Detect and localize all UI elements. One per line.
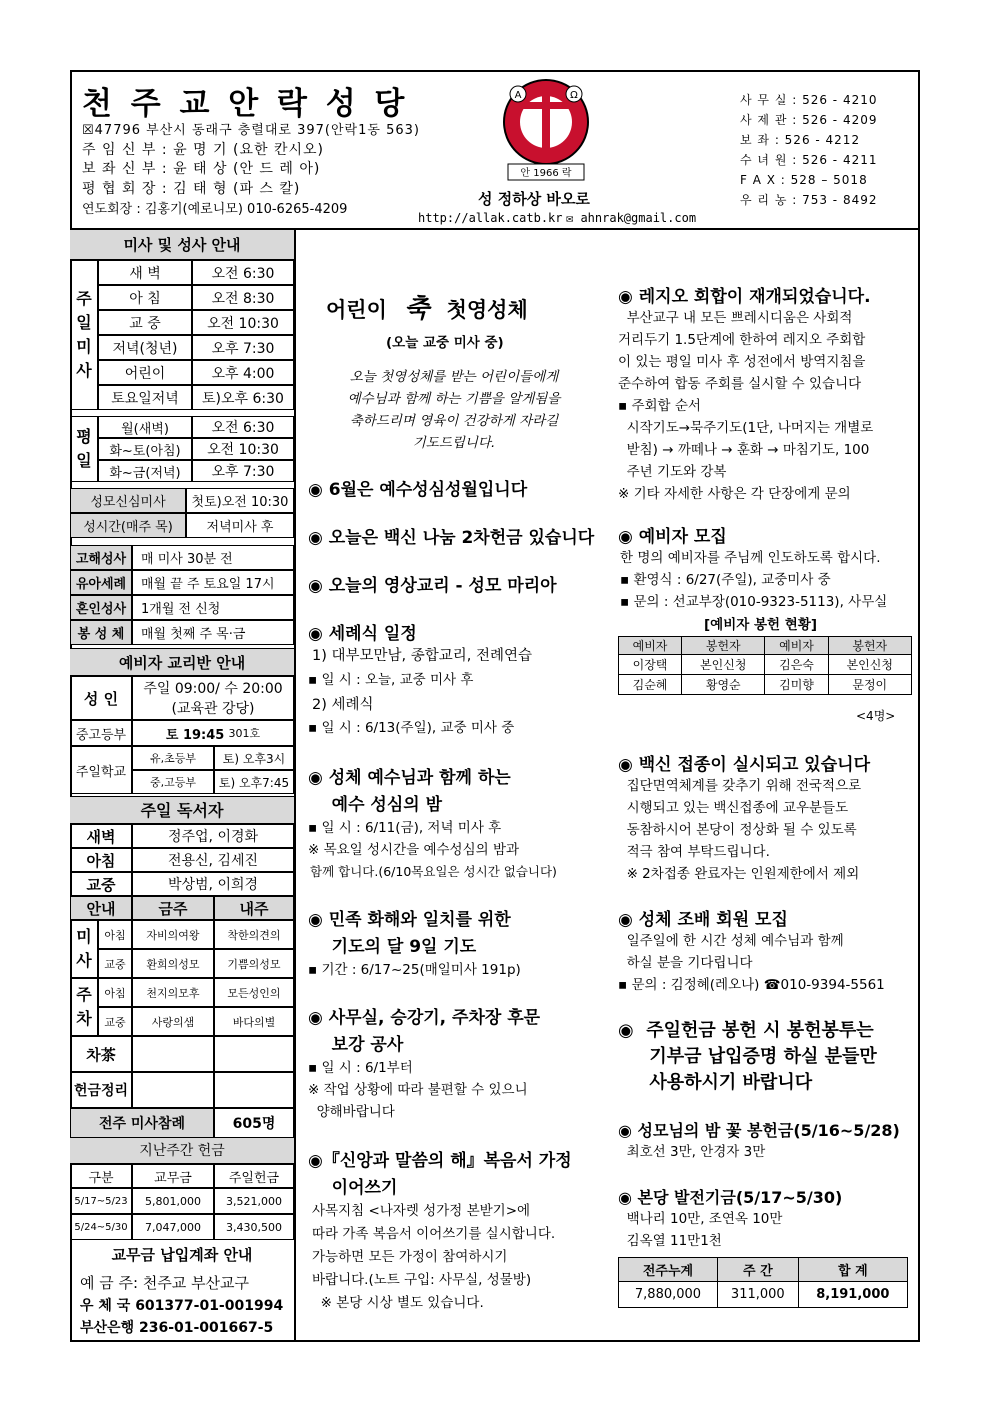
sunday-row-time: 오후 7:30: [192, 335, 294, 360]
elder-line: 연도회장 : 김홍기(예로니모) 010-6265-4209: [82, 202, 348, 217]
gospel-line: 사목지침 <나자렛 성가정 본받기>에: [312, 1203, 531, 1219]
sunday-row-time: 오후 4:00: [192, 360, 294, 385]
gospel-title: 이어쓰기: [308, 1178, 398, 1198]
notice-vaccine-collection: ◉ 오늘은 백신 나눔 2차헌금 있습니다: [308, 528, 595, 548]
baptism-line: ▪ 일 시 : 6/13(주일), 교중 미사 중: [308, 720, 515, 736]
sunday-row-name: 새 벽: [98, 260, 192, 285]
heart-line: 함께 합니다.(6/10목요일은 성시간 없습니다): [310, 864, 557, 879]
peace-title: 기도의 달 9일 기도: [308, 937, 477, 957]
duty-next-week: 모든성인의: [214, 978, 294, 1007]
sacrament-name: 고해성사: [70, 545, 132, 570]
offering-sunday: 3,521,000: [214, 1188, 294, 1214]
fund-title: ◉ 본당 발전기금(5/17~5/30): [618, 1188, 843, 1207]
adoration-line: 일주일에 한 시간 성체 예수님과 함께: [618, 933, 844, 949]
legio-line: 받침) → 까떼나 → 훈화 → 마침기도, 100: [618, 442, 870, 458]
reader-names: 정주업, 이경화: [132, 824, 294, 848]
catechumen-recruit-title: ◉ 예비자 모집: [618, 527, 727, 547]
duty-next-week: 기쁨의성모: [214, 949, 294, 978]
catechumen-line: ▪ 환영식 : 6/27(주일), 교중미사 중: [620, 572, 831, 588]
notice-june: ◉ 6월은 예수성심성월입니다: [308, 480, 528, 500]
tea-next-week: [214, 1036, 294, 1072]
offering-week: 5/17~5/23: [70, 1188, 132, 1214]
flower-line: 최호선 3만, 안경자 3만: [618, 1144, 766, 1160]
heart-line: ※ 목요일 성시간을 예수성심의 밤과: [308, 842, 520, 858]
sacrament-name: 혼인성사: [70, 595, 132, 620]
cat-head: 예비자: [619, 637, 682, 655]
sunday-row-name: 토요일저녁: [98, 385, 192, 410]
sacrament-name: 봉 성 체: [70, 620, 132, 645]
adoration-line: ▪ 문의 : 김정혜(레오나) ☎010-9394-5561: [618, 977, 885, 993]
office-title: 보강 공사: [308, 1035, 404, 1055]
assistant-line: 보 좌 신 부 : 윤 태 상 (안 드 레 아): [82, 161, 321, 177]
baptism-line: ▪ 일 시 : 오늘, 교중 미사 후: [308, 672, 474, 688]
fund-head: 주 간: [717, 1258, 798, 1282]
holy-hour-name: 성시간(매주 목): [70, 513, 186, 538]
website-link[interactable]: http://allak.catb.kr: [418, 211, 563, 225]
peace-title: ◉ 민족 화해와 일치를 위한: [308, 910, 511, 930]
fund-head: 전주누계: [619, 1258, 718, 1282]
duty-next-week: 바다의별: [214, 1007, 294, 1036]
youth-label: 중고등부: [70, 720, 132, 746]
fund-head: 합 계: [798, 1258, 907, 1282]
communion-title: 어린이 축 첫영성체: [326, 288, 528, 325]
peace-line: ▪ 기간 : 6/17~25(매일미사 191p): [308, 962, 521, 978]
adult-label: 성 인: [70, 676, 132, 720]
school-row-time: 토) 오후3시: [214, 746, 294, 770]
sunday-row-name: 저녁(청년): [98, 335, 192, 360]
envelope-notice: 사용하시기 바랍니다: [618, 1072, 813, 1093]
duty-this-week: 사랑의샘: [132, 1007, 214, 1036]
account-post: 우 체 국 601377-01-001994: [80, 1298, 284, 1314]
vaccine-title: ◉ 백신 접종이 실시되고 있습니다: [618, 755, 870, 775]
catechumen-count: <4명>: [856, 709, 896, 723]
duty-slot: 아침: [98, 920, 132, 949]
offering-title: 지난주간 헌금: [70, 1138, 294, 1164]
holy-hour-time: 저녁미사 후: [186, 513, 294, 538]
duty-this-week: 자비의여왕: [132, 920, 214, 949]
duty-mass-label: 미 사: [70, 920, 98, 978]
legio-line: 시작기도→묵주기도(1단, 나머지는 개별로: [618, 420, 874, 436]
sacrament-name: 유아세례: [70, 570, 132, 595]
legio-line: ▪ 주회합 순서: [618, 398, 701, 414]
weekday-label: 평 일: [70, 416, 98, 482]
tea-this-week: [132, 1036, 214, 1072]
office-line: ※ 작업 상황에 따라 불편할 수 있으니: [308, 1082, 528, 1098]
legio-line: 주년 기도와 강복: [618, 464, 727, 480]
cat-head: 봉헌자: [682, 637, 765, 655]
vaccine-line: 시행되고 있는 백신접종에 교우분들도: [618, 800, 849, 816]
fund-cumulative: 7,880,000: [619, 1282, 718, 1308]
duty-next-week: 착한의견의: [214, 920, 294, 949]
gospel-line: 가능하면 모든 가정이 참여하시기: [312, 1249, 508, 1265]
office-title: ◉ 사무실, 승강기, 주차장 후문: [308, 1008, 541, 1028]
gospel-line: 바랍니다.(노트 구입: 사무실, 성물방): [312, 1272, 532, 1288]
offering-head: 교무금: [132, 1164, 214, 1188]
pastor-line: 주 임 신 부 : 윤 명 기 (요한 칸시오): [82, 142, 324, 158]
baptism-line: 1) 대부모만남, 종합교리, 전례연습: [312, 648, 533, 664]
fund-line: 백나리 10만, 조연옥 10만: [618, 1211, 783, 1227]
account-bank: 부산은행 236-01-001667-5: [80, 1320, 274, 1336]
fund-total: 8,191,000: [798, 1282, 907, 1308]
envelope-notice: ◉ 주일헌금 봉헌 시 봉헌봉투는: [618, 1020, 874, 1041]
cat-cell: 김순혜: [619, 675, 682, 695]
readers-title: 주일 독서자: [70, 796, 294, 824]
communion-body: 오늘 첫영성체를 받는 어린이들에게 예수님과 함께 하는 기쁨을 알게됨을 축하드리며 영육이 건강하게 자라길 기도드립니다.: [347, 369, 561, 451]
sunday-row-time: 오전 6:30: [192, 260, 294, 285]
vaccine-line: ※ 2차접종 완료자는 인원제한에서 제외: [618, 866, 860, 882]
contact-office: 사 무 실 : 526 - 4210: [740, 93, 878, 107]
contact-farm: 우 리 농 : 753 - 8492: [740, 193, 878, 207]
tea-label: 차茶: [70, 1036, 132, 1072]
gospel-line: 따라 가족 복음서 이어쓰기를 실시합니다.: [312, 1226, 556, 1242]
contact-assistant: 보 좌 : 526 - 4212: [740, 133, 861, 147]
duty-slot: 아침: [98, 978, 132, 1007]
sacrament-time: 매월 끝 주 토요일 17시: [132, 570, 294, 595]
duty-slot: 교중: [98, 949, 132, 978]
vaccine-line: 집단면역체계를 갖추기 위해 전국적으로: [618, 778, 862, 794]
cat-cell: 문정이: [828, 675, 911, 695]
money-this-week: [132, 1072, 214, 1108]
reader-mass: 교중: [70, 872, 132, 896]
sunday-row-time: 오전 10:30: [192, 310, 294, 335]
cat-cell: 이장택: [619, 655, 682, 675]
attendance-value: 605명: [214, 1108, 294, 1138]
school-row-name: 유,초등부: [132, 746, 214, 770]
catechumen-line: 한 명의 예비자를 주님께 인도하도록 합시다.: [620, 550, 881, 566]
legio-line: 거리두기 1.5단계에 한하여 레지오 주회합: [618, 332, 866, 348]
heart-title: 예수 성심의 밤: [308, 795, 443, 815]
flower-title: ◉ 성모님의 밤 꽃 봉헌금(5/16~5/28): [618, 1121, 900, 1140]
gospel-line: ※ 본당 시상 별도 있습니다.: [312, 1295, 484, 1311]
heart-line: ▪ 일 시 : 6/11(금), 저녁 미사 후: [308, 820, 502, 836]
svg-text:Ω: Ω: [570, 90, 578, 101]
legio-line: ※ 기타 자세한 사항은 각 단장에게 문의: [618, 486, 851, 502]
svg-text:A: A: [514, 90, 522, 101]
sunday-row-name: 어린이: [98, 360, 192, 385]
attendance-label: 전주 미사참례: [70, 1108, 214, 1138]
duty-head: 안내: [70, 896, 132, 920]
address: ☒47796 부산시 동래구 충렬대로 397(안락1동 563): [82, 123, 420, 138]
council-line: 평 협 회 장 : 김 태 형 (파 스 칼): [82, 181, 301, 197]
duty-parking-label: 주 차: [70, 978, 98, 1036]
account-holder: 예 금 주: 천주교 부산교구: [80, 1274, 250, 1292]
weekday-row-time: 오후 7:30: [192, 460, 294, 482]
adoration-line: 하실 분을 기다립니다: [618, 955, 753, 971]
email-link[interactable]: ✉ ahnrak@gmail.com: [566, 211, 697, 225]
envelope-notice: 기부금 납입증명 하실 분들만: [618, 1046, 877, 1067]
legio-line: 이 있는 평일 미사 후 성전에서 방역지침을: [618, 354, 866, 370]
legio-title: ◉ 레지오 회합이 재개되었습니다.: [618, 287, 871, 307]
account-title: 교무금 납입계좌 안내: [111, 1246, 253, 1264]
notice-video: ◉ 오늘의 영상교리 - 성모 마리아: [308, 576, 557, 596]
office-line: ▪ 일 시 : 6/1부터: [308, 1060, 413, 1076]
weekday-row-name: 화~금(저녁): [98, 460, 192, 482]
legio-line: 준수하여 합동 주회를 실시할 수 있습니다: [618, 376, 862, 392]
gospel-title: ◉『신앙과 말씀의 해』복음서 가정: [308, 1151, 572, 1171]
school-row-time: 토) 오후7:45: [214, 770, 294, 794]
cat-cell: 본인신청: [828, 655, 911, 675]
weekday-row-time: 오전 10:30: [192, 438, 294, 460]
duty-head: 내주: [214, 896, 294, 920]
parish-title: 천 주 교 안 락 성 당: [82, 86, 409, 122]
legio-line: 부산교구 내 모든 쁘레시디움은 사회적: [618, 310, 853, 326]
special-mass-time: 첫토)오전 10:30: [186, 488, 294, 513]
adoration-title: ◉ 성체 조배 회원 모집: [618, 910, 788, 930]
heart-title: ◉ 성체 예수님과 함께 하는: [308, 768, 511, 788]
parish-logo: [500, 72, 592, 184]
baptism-title: ◉ 세례식 일정: [308, 624, 417, 644]
office-line: 양해바랍니다: [308, 1104, 395, 1120]
duty-slot: 교중: [98, 1007, 132, 1036]
cat-head: 봉헌자: [828, 637, 911, 655]
contact-convent: 수 녀 원 : 526 - 4211: [740, 153, 878, 167]
sunday-row-name: 교 중: [98, 310, 192, 335]
school-label: 주일학교: [70, 746, 132, 794]
fund-weekly: 311,000: [717, 1282, 798, 1308]
cat-cell: 김은숙: [765, 655, 828, 675]
cat-cell: 황영순: [682, 675, 765, 695]
contact-rectory: 사 제 관 : 526 - 4209: [740, 113, 878, 127]
special-mass-name: 성모신심미사: [70, 488, 186, 513]
catechumen-title: 예비자 교리반 안내: [70, 648, 294, 676]
sunday-label: 주 일 미 사: [70, 260, 98, 410]
cat-cell: 본인신청: [682, 655, 765, 675]
catechumen-line: ▪ 문의 : 선교부장(010-9323-5113), 사무실: [620, 594, 888, 610]
fund-table: [618, 1257, 908, 1308]
duty-this-week: 천지의모후: [132, 978, 214, 1007]
offering-head: 구분: [70, 1164, 132, 1188]
duty-this-week: 환희의성모: [132, 949, 214, 978]
sacrament-time: 1개월 전 신청: [132, 595, 294, 620]
adult-schedule: 주일 09:00/ 수 20:00 (교육관 강당): [132, 676, 294, 720]
left-column: [70, 230, 296, 1342]
baptism-line: 2) 세례식: [312, 697, 374, 713]
contact-fax: F A X : 528 – 5018: [740, 173, 868, 187]
reader-mass: 새벽: [70, 824, 132, 848]
mass-title: 미사 및 성사 안내: [70, 230, 294, 260]
money-next-week: [214, 1072, 294, 1108]
vaccine-line: 적극 참여 부탁드립니다.: [618, 844, 770, 860]
vaccine-line: 동참하시어 본당이 정상화 될 수 있도록: [618, 822, 857, 838]
duty-head: 금주: [132, 896, 214, 920]
fund-line: 김옥열 11만1천: [618, 1233, 722, 1249]
featured-saint: 성 정하상 바오로: [478, 190, 590, 208]
money-label: 헌금정리: [70, 1072, 132, 1108]
offering-head: 주일헌금: [214, 1164, 294, 1188]
reader-names: 박상범, 이희경: [132, 872, 294, 896]
sacrament-time: 매월 첫째 주 목·금: [132, 620, 294, 645]
offering-sunday: 3,430,500: [214, 1214, 294, 1240]
reader-names: 전용신, 김세진: [132, 848, 294, 872]
cat-cell: 김미향: [765, 675, 828, 695]
sunday-row-time: 오전 8:30: [192, 285, 294, 310]
offering-week: 5/24~5/30: [70, 1214, 132, 1240]
school-row-name: 중,고등부: [132, 770, 214, 794]
reader-mass: 아침: [70, 848, 132, 872]
sunday-row-name: 아 침: [98, 285, 192, 310]
catechumen-table: [618, 636, 912, 695]
cat-head: 예비자: [765, 637, 828, 655]
logo-text: 안 1966 락: [520, 168, 572, 179]
offering-dues: 5,801,000: [132, 1188, 214, 1214]
weekday-row-name: 화~토(아침): [98, 438, 192, 460]
youth-schedule: 토 19:45 301호: [132, 720, 294, 746]
sunday-row-time: 토)오후 6:30: [192, 385, 294, 410]
sacrament-time: 매 미사 30분 전: [132, 545, 294, 570]
catechumen-status-title: [예비자 봉헌 현황]: [704, 617, 818, 633]
communion-subtitle: (오늘 교중 미사 중): [386, 335, 504, 351]
weekday-row-name: 월(새벽): [98, 416, 192, 438]
weekday-row-time: 오전 6:30: [192, 416, 294, 438]
offering-dues: 7,047,000: [132, 1214, 214, 1240]
celebration-mark: 축: [404, 294, 430, 324]
